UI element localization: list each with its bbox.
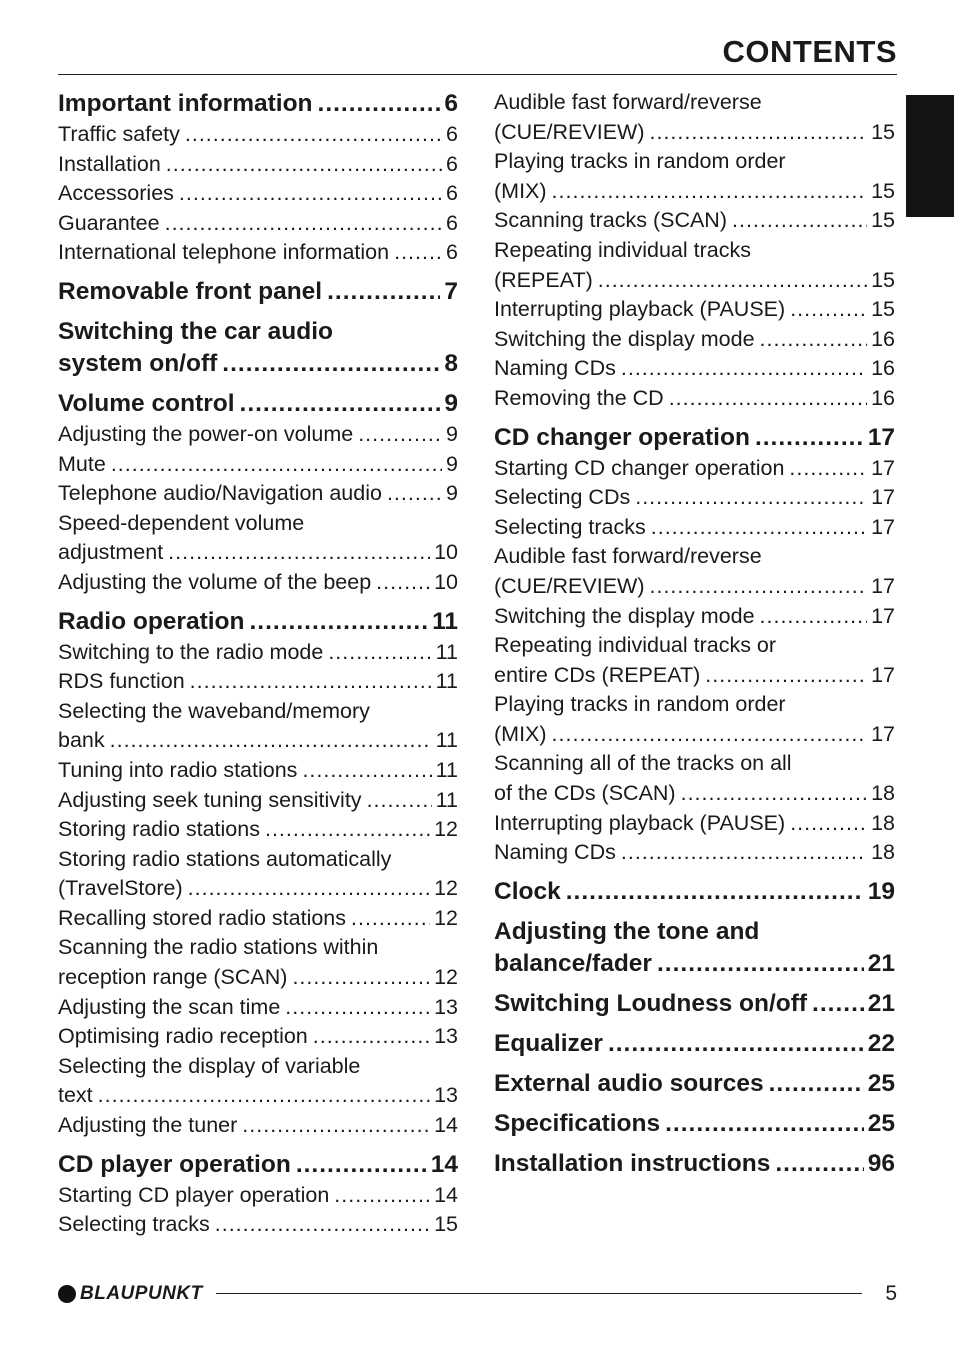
toc-entry-line: Repeating individual tracks or [494, 633, 777, 658]
header-rule [58, 74, 897, 75]
page-number: 15 [434, 1212, 458, 1237]
toc-section[interactable]: Equalizer ..... 22 [494, 1028, 895, 1060]
toc-entry[interactable]: Installation ..... 6 [58, 150, 458, 180]
page-number: 21 [867, 949, 895, 977]
brand-logo [58, 1283, 203, 1305]
page-number: 17 [871, 721, 895, 746]
page-number: 16 [871, 385, 895, 410]
toc-entry[interactable]: (CUE/REVIEW) ..... 17 [494, 572, 895, 602]
toc-entry[interactable]: adjustment ..... 10 [58, 538, 458, 568]
page-number: 17 [871, 485, 895, 510]
toc-entry[interactable]: Selecting tracks ..... 17 [494, 513, 895, 543]
page-title: CONTENTS [722, 34, 897, 69]
toc-entry[interactable]: Starting CD changer operation ..... 17 [494, 454, 895, 484]
toc-entry[interactable]: Adjusting seek tuning sensitivity ..... 11 [58, 786, 458, 816]
toc-entry[interactable]: Switching the display mode ..... 17 [494, 602, 895, 632]
toc-entry[interactable]: Adjusting the tuner ..... 14 [58, 1111, 458, 1141]
toc-section[interactable]: Volume control ..... 9 [58, 388, 458, 420]
toc-entry-line: Storing radio stations automatically [58, 846, 392, 871]
page-number-footer: 5 [885, 1282, 897, 1305]
page-number: 9 [444, 389, 458, 417]
toc-entry-line: Selecting the display of variable [58, 1053, 361, 1078]
page-number: 21 [867, 989, 895, 1017]
toc-entry[interactable]: Interrupting playback (PAUSE) ..... 15 [494, 295, 895, 325]
brand-dot-icon [58, 1285, 76, 1303]
page-number: 9 [446, 451, 458, 476]
toc-entry[interactable]: Adjusting the volume of the beep ..... 10 [58, 568, 458, 598]
brand-name: BLAUPUNKT [80, 1283, 203, 1304]
toc-entry[interactable]: Adjusting the scan time ..... 13 [58, 993, 458, 1023]
page-number: 6 [446, 151, 458, 176]
page-number: 11 [435, 669, 458, 694]
page-number: 13 [434, 994, 458, 1019]
toc-section[interactable]: system on/off ..... 8 [58, 348, 458, 380]
toc-entry[interactable]: reception range (SCAN) ..... 12 [58, 963, 458, 993]
page-number: 18 [871, 840, 895, 865]
page-number: 9 [446, 481, 458, 506]
toc-entry[interactable]: entire CDs (REPEAT) ..... 17 [494, 661, 895, 691]
page-number: 6 [446, 210, 458, 235]
toc-section[interactable]: Switching Loudness on/off ..... 21 [494, 988, 895, 1020]
toc-section[interactable]: CD player operation ..... 14 [58, 1149, 458, 1181]
toc-section[interactable]: Clock ..... 19 [494, 876, 895, 908]
page-number: 25 [867, 1069, 895, 1097]
toc-entry[interactable]: Tuning into radio stations ..... 11 [58, 756, 458, 786]
toc-entry[interactable]: text ..... 13 [58, 1081, 458, 1111]
toc-entry-line: Playing tracks in random order [494, 149, 786, 174]
toc-entry-line: Speed-dependent volume [58, 510, 305, 535]
toc-entry[interactable]: Mute ..... 9 [58, 450, 458, 480]
toc-entry-line: Selecting the waveband/memory [58, 698, 370, 723]
toc-entry-line: Audible fast forward/reverse [494, 544, 762, 569]
toc-entry[interactable]: Selecting tracks ..... 15 [58, 1210, 458, 1240]
toc-column-left [58, 88, 458, 1240]
page-number: 11 [435, 728, 458, 753]
toc-entry[interactable]: (REPEAT) ..... 15 [494, 266, 895, 296]
toc-entry[interactable]: Recalling stored radio stations ..... 12 [58, 904, 458, 934]
page-number: 12 [434, 905, 458, 930]
toc-entry[interactable]: (TravelStore) ..... 12 [58, 874, 458, 904]
page-number: 17 [871, 455, 895, 480]
toc-entry[interactable]: Removing the CD ..... 16 [494, 384, 895, 414]
language-tab-marker [906, 95, 954, 217]
toc-entry-line: Scanning all of the tracks on all [494, 751, 792, 776]
page-number: 12 [434, 876, 458, 901]
page-number: 6 [446, 122, 458, 146]
toc-section[interactable]: Radio operation ..... 11 [58, 606, 458, 638]
page-number: 17 [867, 423, 895, 451]
toc-section[interactable]: Specifications ..... 25 [494, 1108, 895, 1140]
page-number: 16 [871, 326, 895, 351]
page-number: 7 [444, 277, 458, 305]
toc-entry[interactable]: Switching to the radio mode ..... 11 [58, 638, 458, 668]
page-number: 14 [434, 1113, 458, 1138]
page-number: 13 [434, 1083, 458, 1108]
toc-entry[interactable]: Switching the display mode ..... 16 [494, 325, 895, 355]
toc-entry[interactable]: of the CDs (SCAN) ..... 18 [494, 779, 895, 809]
toc-entry[interactable]: Interrupting playback (PAUSE) ..... 18 [494, 809, 895, 839]
toc-entry[interactable]: Naming CDs ..... 18 [494, 838, 895, 868]
page-number: 17 [871, 603, 895, 628]
toc-entry[interactable]: Scanning tracks (SCAN) ..... 15 [494, 206, 895, 236]
page-number: 18 [871, 781, 895, 806]
page-number: 15 [871, 119, 895, 144]
toc-entry[interactable]: International telephone information ..... 6 [58, 238, 458, 268]
page-number: 15 [871, 297, 895, 322]
toc-column-right [494, 88, 895, 1180]
page-number: 8 [444, 349, 458, 377]
page-number: 14 [434, 1182, 458, 1207]
toc-section[interactable]: External audio sources ..... 25 [494, 1068, 895, 1100]
page-number: 11 [435, 787, 458, 812]
toc-entry[interactable]: RDS function ..... 11 [58, 667, 458, 697]
page-number: 9 [446, 421, 458, 446]
toc-entry-line: Playing tracks in random order [494, 692, 786, 717]
page-number: 6 [444, 90, 458, 117]
page-number: 12 [434, 817, 458, 842]
toc-entry[interactable]: Starting CD player operation ..... 14 [58, 1181, 458, 1211]
toc-entry[interactable]: Guarantee ..... 6 [58, 209, 458, 239]
page-number: 6 [446, 181, 458, 206]
page-number: 12 [434, 965, 458, 990]
page-number: 96 [867, 1149, 895, 1177]
page-number: 11 [432, 607, 458, 635]
toc-entry[interactable]: bank ..... 11 [58, 726, 458, 756]
toc-entry[interactable]: Traffic safety ..... 6 [58, 120, 458, 150]
page-number: 10 [434, 540, 458, 565]
footer-rule [216, 1293, 862, 1294]
toc-entry-line: Audible fast forward/reverse [494, 90, 762, 114]
toc-entry[interactable]: Adjusting the power-on volume ..... 9 [58, 420, 458, 450]
page-number: 11 [435, 639, 458, 664]
toc-entry-line: Repeating individual tracks [494, 237, 751, 262]
page-number: 11 [435, 757, 458, 782]
toc-section-line: Adjusting the tone and [494, 917, 760, 945]
page-number: 13 [434, 1024, 458, 1049]
page-number: 25 [867, 1109, 895, 1137]
page-number: 15 [871, 178, 895, 203]
page-number: 17 [871, 573, 895, 598]
page-number: 17 [871, 662, 895, 687]
toc-section[interactable]: CD changer operation ..... 17 [494, 422, 895, 454]
toc-entry[interactable]: (MIX) ..... 15 [494, 177, 895, 207]
toc-section[interactable]: Installation instructions ..... 96 [494, 1148, 895, 1180]
toc-entry[interactable]: Optimising radio reception ..... 13 [58, 1022, 458, 1052]
page-number: 15 [871, 208, 895, 233]
toc-entry-line: Scanning the radio stations within [58, 935, 379, 960]
toc-section[interactable]: Removable front panel ..... 7 [58, 276, 458, 308]
toc-entry[interactable]: Selecting CDs ..... 17 [494, 483, 895, 513]
page-number: 14 [430, 1150, 458, 1178]
toc-entry[interactable]: Naming CDs ..... 16 [494, 354, 895, 384]
page-number: 19 [867, 877, 895, 905]
page-number: 16 [871, 356, 895, 381]
page-number: 22 [867, 1029, 895, 1057]
toc-entry[interactable]: (MIX) ..... 17 [494, 720, 895, 750]
page-number: 18 [871, 810, 895, 835]
page-number: 17 [871, 514, 895, 539]
toc-entry[interactable]: Telephone audio/Navigation audio ..... 9 [58, 479, 458, 509]
toc-section[interactable]: Important information ..... 6 [58, 88, 458, 120]
toc-entry[interactable]: Accessories ..... 6 [58, 179, 458, 209]
toc-section-line: Switching the car audio [58, 317, 333, 345]
page-number: 10 [434, 569, 458, 594]
toc-entry[interactable]: (CUE/REVIEW) ..... 15 [494, 118, 895, 148]
page-number: 6 [446, 240, 458, 265]
toc-entry[interactable]: Storing radio stations ..... 12 [58, 815, 458, 845]
toc-section[interactable]: balance/fader ..... 21 [494, 948, 895, 980]
page-number: 15 [871, 267, 895, 292]
